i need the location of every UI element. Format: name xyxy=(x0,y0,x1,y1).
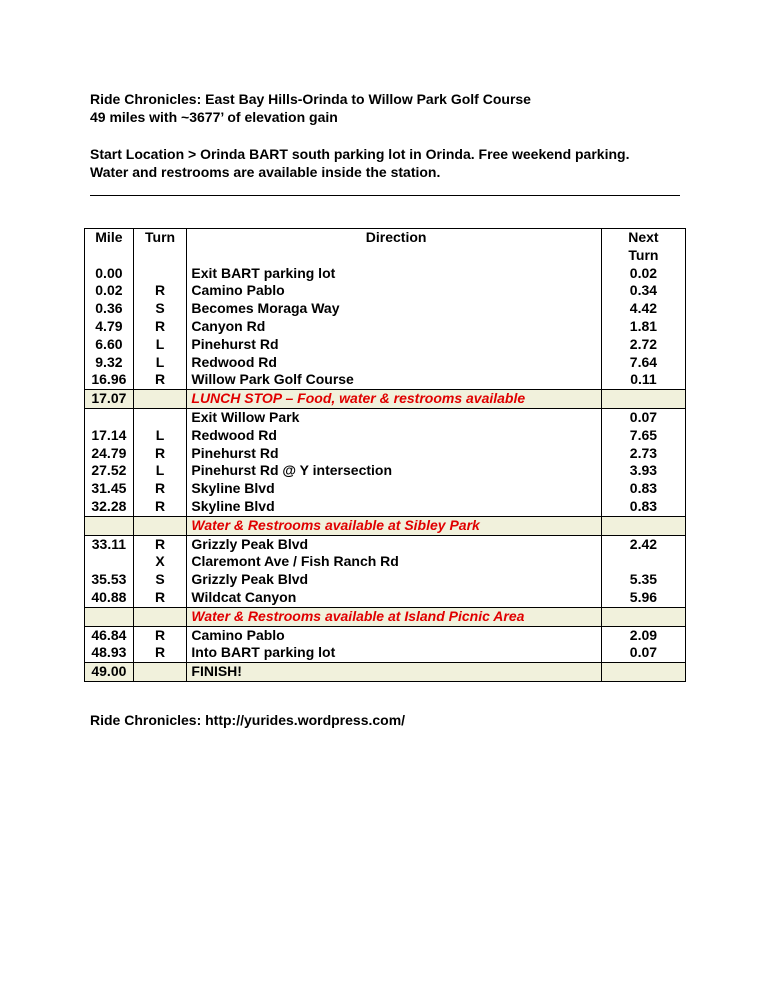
cell-direction: Exit BART parking lot xyxy=(187,265,601,283)
cell-turn: R xyxy=(133,535,187,553)
cell-turn xyxy=(133,408,187,426)
cell-mile: 6.60 xyxy=(85,336,134,354)
cell-direction: FINISH! xyxy=(187,663,601,682)
cell-turn xyxy=(133,390,187,409)
table-row xyxy=(85,516,686,535)
cell-mile: 27.52 xyxy=(85,462,134,480)
table-row xyxy=(85,553,686,571)
cell-direction: Wildcat Canyon xyxy=(187,589,601,607)
cell-next-turn: 0.07 xyxy=(601,644,685,662)
cell-mile xyxy=(85,408,134,426)
cell-direction: Claremont Ave / Fish Ranch Rd xyxy=(187,553,601,571)
start-location xyxy=(90,145,629,181)
cell-turn: L xyxy=(133,427,187,445)
cell-next-turn: 2.09 xyxy=(601,626,685,644)
header-next-turn xyxy=(601,229,685,265)
header-mile: Mile xyxy=(85,229,134,265)
title-line-2: 49 miles with ~3677’ of elevation gain xyxy=(90,109,338,125)
cell-turn: R xyxy=(133,282,187,300)
cell-direction: Pinehurst Rd xyxy=(187,445,601,463)
table-header-row xyxy=(85,229,686,265)
table-row xyxy=(85,354,686,372)
table-row xyxy=(85,626,686,644)
cell-turn: R xyxy=(133,589,187,607)
cell-next-turn: 2.73 xyxy=(601,445,685,463)
cell-direction: Exit Willow Park xyxy=(187,408,601,426)
start-line-2: Water and restrooms are available inside the station. xyxy=(90,164,441,180)
cell-next-turn: 4.42 xyxy=(601,300,685,318)
cell-direction: Canyon Rd xyxy=(187,318,601,336)
footer-link[interactable]: Ride Chronicles: http://yurides.wordpress.com/ xyxy=(90,712,406,728)
cell-direction: Skyline Blvd xyxy=(187,498,601,516)
cell-mile: 46.84 xyxy=(85,626,134,644)
cell-next-turn: 7.64 xyxy=(601,354,685,372)
cell-mile: 24.79 xyxy=(85,445,134,463)
table-row xyxy=(85,371,686,389)
cell-direction: Willow Park Golf Course xyxy=(187,371,601,389)
cell-turn: R xyxy=(133,498,187,516)
table-row xyxy=(85,498,686,516)
cell-direction: Becomes Moraga Way xyxy=(187,300,601,318)
cell-next-turn: 3.93 xyxy=(601,462,685,480)
cell-direction: Camino Pablo xyxy=(187,282,601,300)
table-row xyxy=(85,535,686,553)
cue-sheet-table xyxy=(84,228,686,682)
table-row xyxy=(85,265,686,283)
cell-turn: L xyxy=(133,336,187,354)
cell-turn: L xyxy=(133,354,187,372)
cell-next-turn xyxy=(601,516,685,535)
cell-turn: R xyxy=(133,644,187,662)
table-row xyxy=(85,480,686,498)
cell-turn: S xyxy=(133,571,187,589)
cell-next-turn: 0.83 xyxy=(601,498,685,516)
cell-mile: 33.11 xyxy=(85,535,134,553)
cell-mile: 0.02 xyxy=(85,282,134,300)
cell-next-turn: 5.96 xyxy=(601,589,685,607)
cell-mile: 48.93 xyxy=(85,644,134,662)
cell-direction: Redwood Rd xyxy=(187,427,601,445)
table-row xyxy=(85,607,686,626)
cell-next-turn: 0.11 xyxy=(601,371,685,389)
table-row xyxy=(85,390,686,409)
table-row xyxy=(85,644,686,662)
cell-mile: 0.00 xyxy=(85,265,134,283)
cell-mile: 17.14 xyxy=(85,427,134,445)
cell-direction: LUNCH STOP – Food, water & restrooms available xyxy=(187,390,601,409)
divider xyxy=(90,195,680,196)
table-row xyxy=(85,427,686,445)
table-row xyxy=(85,589,686,607)
cell-mile xyxy=(85,553,134,571)
start-line-1: Start Location > Orinda BART south parking lot in Orinda. Free weekend parking. xyxy=(90,146,630,162)
cell-next-turn: 5.35 xyxy=(601,571,685,589)
cell-mile: 17.07 xyxy=(85,390,134,409)
cell-direction: Water & Restrooms available at Sibley Park xyxy=(187,516,601,535)
header-next-line-2: Turn xyxy=(628,246,659,263)
table-row xyxy=(85,462,686,480)
cell-turn: R xyxy=(133,318,187,336)
header-next-line-1: Next xyxy=(628,229,659,245)
table-row xyxy=(85,408,686,426)
cell-next-turn xyxy=(601,663,685,682)
document-title xyxy=(90,90,531,126)
table-row xyxy=(85,663,686,682)
cell-mile: 16.96 xyxy=(85,371,134,389)
cell-mile: 4.79 xyxy=(85,318,134,336)
cell-direction: Redwood Rd xyxy=(187,354,601,372)
cell-turn: R xyxy=(133,371,187,389)
cell-turn xyxy=(133,607,187,626)
cell-mile: 9.32 xyxy=(85,354,134,372)
cell-direction: Water & Restrooms available at Island Picnic Area xyxy=(187,607,601,626)
title-line-1: Ride Chronicles: East Bay Hills-Orinda to Willow Park Golf Course xyxy=(90,91,531,107)
cell-mile: 32.28 xyxy=(85,498,134,516)
cell-mile: 0.36 xyxy=(85,300,134,318)
cell-next-turn: 2.72 xyxy=(601,336,685,354)
cell-mile: 49.00 xyxy=(85,663,134,682)
table-row xyxy=(85,282,686,300)
table-row xyxy=(85,300,686,318)
cell-next-turn xyxy=(601,607,685,626)
cell-next-turn: 0.02 xyxy=(601,265,685,283)
cell-next-turn: 7.65 xyxy=(601,427,685,445)
cell-turn: R xyxy=(133,445,187,463)
cell-direction: Camino Pablo xyxy=(187,626,601,644)
cell-next-turn: 2.42 xyxy=(601,535,685,553)
cell-turn: L xyxy=(133,462,187,480)
cell-mile: 40.88 xyxy=(85,589,134,607)
cell-direction: Pinehurst Rd @ Y intersection xyxy=(187,462,601,480)
cell-next-turn: 1.81 xyxy=(601,318,685,336)
cell-direction: Skyline Blvd xyxy=(187,480,601,498)
cell-next-turn: 0.83 xyxy=(601,480,685,498)
header-direction: Direction xyxy=(187,229,601,265)
cell-mile: 35.53 xyxy=(85,571,134,589)
cell-direction: Pinehurst Rd xyxy=(187,336,601,354)
cell-direction: Grizzly Peak Blvd xyxy=(187,535,601,553)
cell-direction: Into BART parking lot xyxy=(187,644,601,662)
cell-next-turn: 0.34 xyxy=(601,282,685,300)
cell-turn: R xyxy=(133,626,187,644)
cell-turn: X xyxy=(133,553,187,571)
cell-next-turn xyxy=(601,553,685,571)
cell-turn: R xyxy=(133,480,187,498)
cell-turn xyxy=(133,516,187,535)
cell-mile xyxy=(85,516,134,535)
table-row xyxy=(85,571,686,589)
cell-next-turn: 0.07 xyxy=(601,408,685,426)
table-row xyxy=(85,445,686,463)
header-turn: Turn xyxy=(133,229,187,265)
cell-turn: S xyxy=(133,300,187,318)
cell-direction: Grizzly Peak Blvd xyxy=(187,571,601,589)
cell-next-turn xyxy=(601,390,685,409)
cell-mile xyxy=(85,607,134,626)
cell-turn xyxy=(133,663,187,682)
cell-mile: 31.45 xyxy=(85,480,134,498)
table-row xyxy=(85,318,686,336)
table-row xyxy=(85,336,686,354)
cell-turn xyxy=(133,265,187,283)
